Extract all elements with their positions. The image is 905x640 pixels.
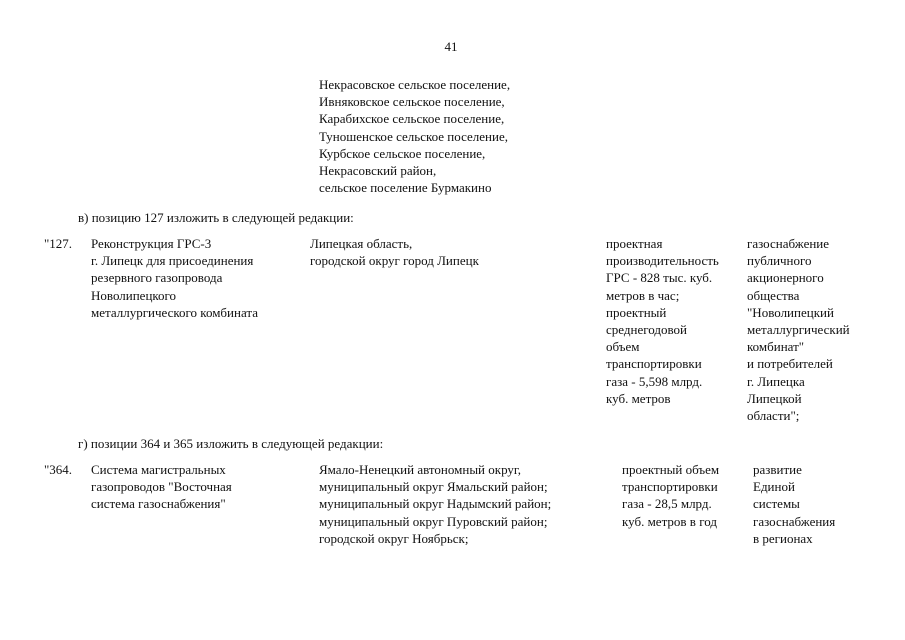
text-line: газа - 5,598 млрд.	[606, 373, 703, 389]
object-name	[91, 235, 258, 321]
text-line: области";	[747, 407, 800, 423]
text-line: Курбское сельское поселение,	[319, 145, 486, 161]
text-line: Туношенское сельское поселение,	[319, 128, 508, 144]
text-line: транспортировки	[622, 479, 718, 495]
text-line: куб. метров в год	[622, 513, 717, 529]
text-line: газа - 28,5 млрд.	[622, 496, 712, 512]
text-line: Некрасовский район,	[319, 162, 437, 178]
object-purpose	[747, 235, 850, 424]
text-line: газоснабжение	[747, 236, 830, 251]
object-location	[319, 461, 551, 547]
text-line: и потребителей	[747, 356, 833, 372]
object-characteristics	[622, 461, 719, 530]
text-line: акционерного	[747, 270, 824, 286]
text-line: Липецкая область,	[310, 236, 413, 251]
text-line: муниципальный округ Пуровский район;	[319, 513, 548, 529]
instruction-position-127: в) позицию 127 изложить в следующей редакции:	[78, 210, 354, 225]
text-line: Новолипецкого	[91, 287, 177, 303]
object-characteristics	[606, 235, 719, 407]
text-line: газоснабжения	[753, 513, 836, 529]
row-number-text: "127.	[44, 236, 73, 251]
text-line: муниципальный округ Ямальский район;	[319, 479, 548, 495]
text-line: Ивняковское сельское поселение,	[319, 94, 505, 110]
text-line: муниципальный округ Надымский район;	[319, 496, 552, 512]
continuation-location-list	[319, 76, 510, 196]
instruction-positions-364-365: г) позиции 364 и 365 изложить в следующей редакции:	[78, 436, 384, 451]
text-line: газопроводов "Восточная	[91, 479, 232, 495]
text-line: проектный	[606, 304, 667, 320]
text-line: "Новолипецкий	[747, 304, 834, 320]
text-line: проектная	[606, 236, 663, 251]
text-line: сельское поселение Бурмакино	[319, 180, 492, 196]
text-line: общества	[747, 287, 800, 303]
text-line: в регионах	[753, 530, 813, 546]
text-line: среднегодовой	[606, 321, 687, 337]
text-line: Липецкой	[747, 390, 802, 406]
object-name	[91, 461, 232, 513]
row-number-text: "364.	[44, 462, 73, 477]
text-line: городской округ город Липецк	[310, 253, 479, 269]
row-number	[44, 461, 72, 478]
text-line: метров в час;	[606, 287, 680, 303]
text-line: публичного	[747, 253, 812, 269]
text-line: металлургического комбината	[91, 304, 259, 320]
text-line: г. Липецка	[747, 373, 805, 389]
text-line: Некрасовское сельское поселение,	[319, 77, 511, 92]
text-line: система газоснабжения"	[91, 496, 226, 512]
page-number: 41	[444, 39, 458, 54]
text-line: комбинат"	[747, 339, 805, 355]
text-line: Ямало-Ненецкий автономный округ,	[319, 462, 522, 477]
text-line: Единой	[753, 479, 795, 495]
text-line: Карабихское сельское поселение,	[319, 111, 505, 127]
text-line: системы	[753, 496, 800, 512]
text-line: куб. метров	[606, 390, 671, 406]
text-line: Реконструкция ГРС-3	[91, 236, 212, 251]
text-line: Система магистральных	[91, 462, 226, 477]
text-line: объем	[606, 339, 640, 355]
text-line: транспортировки	[606, 356, 702, 372]
object-purpose	[753, 461, 835, 547]
text-line: резервного газопровода	[91, 270, 223, 286]
text-line: городской округ Ноябрьск;	[319, 530, 469, 546]
text-line: проектный объем	[622, 462, 720, 477]
text-line: г. Липецк для присоединения	[91, 253, 254, 269]
text-line: развитие	[753, 462, 802, 477]
row-number	[44, 235, 72, 252]
text-line: металлургический	[747, 321, 850, 337]
text-line: ГРС - 828 тыс. куб.	[606, 270, 713, 286]
text-line: производительность	[606, 253, 719, 269]
object-location	[310, 235, 479, 269]
